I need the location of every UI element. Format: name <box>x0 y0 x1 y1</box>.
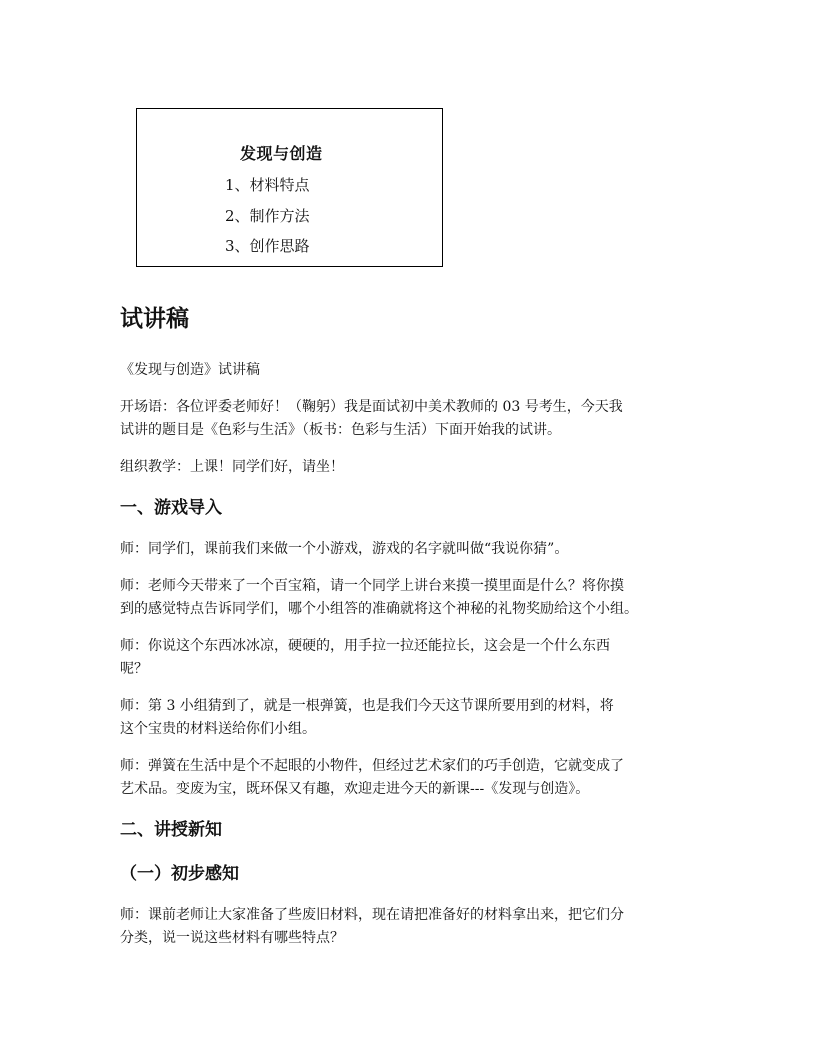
section-heading-1: 一、游戏导入 <box>120 498 222 518</box>
s2-paragraph-1-line-2: 分类，说一说这些材料有哪些特点？ <box>120 930 344 946</box>
s1-paragraph-4-line-1: 师：第 3 小组猜到了，就是一根弹簧，也是我们今天这节课所要用到的材料，将 <box>120 698 614 714</box>
board-title: 发现与创造 <box>240 144 323 163</box>
document-body <box>120 298 710 950</box>
s1-paragraph-3-line-2: 呢？ <box>120 661 148 677</box>
opening-line-2: 试讲的题目是《色彩与生活》（板书：色彩与生活）下面开始我的试讲。 <box>120 422 561 438</box>
s1-paragraph-3-line-1: 师：你说这个东西冰冰凉，硬硬的，用手拉一拉还能拉长，这会是一个什么东西 <box>120 638 610 654</box>
page-title: 试讲稿 <box>120 306 189 332</box>
opening-line-1: 开场语：各位评委老师好！（鞠躬）我是面试初中美术教师的 03 号考生，今天我 <box>120 399 623 415</box>
organize-paragraph: 组织教学：上课！同学们好，请坐！ <box>120 459 344 475</box>
subsection-heading-1: （一）初步感知 <box>120 864 239 884</box>
s1-paragraph-2-line-2: 到的感觉特点告诉同学们，哪个小组答的准确就将这个神秘的礼物奖励给这个小组。 <box>120 601 638 617</box>
blackboard-frame <box>136 108 443 267</box>
section-heading-2: 二、讲授新知 <box>120 820 222 840</box>
s1-paragraph-4-line-2: 这个宝贵的材料送给你们小组。 <box>120 721 316 737</box>
s1-paragraph-5-line-2: 艺术品。变废为宝，既环保又有趣，欢迎走进今天的新课---《发现与创造》。 <box>120 781 590 797</box>
s2-paragraph-1-line-1: 师：课前老师让大家准备了些废旧材料，现在请把准备好的材料拿出来，把它们分 <box>120 907 624 923</box>
s1-paragraph-2-line-1: 师：老师今天带来了一个百宝箱，请一个同学上讲台来摸一摸里面是什么？将你摸 <box>120 578 624 594</box>
board-item-2: 2、制作方法 <box>225 207 310 225</box>
board-item-3: 3、创作思路 <box>225 237 310 255</box>
s1-paragraph-1: 师：同学们，课前我们来做一个小游戏，游戏的名字就叫做“我说你猜”。 <box>120 541 569 557</box>
s1-paragraph-5-line-1: 师：弹簧在生活中是个不起眼的小物件，但经过艺术家们的巧手创造，它就变成了 <box>120 758 624 774</box>
doc-subtitle: 《发现与创造》试讲稿 <box>120 362 260 378</box>
board-item-1: 1、材料特点 <box>225 176 310 194</box>
